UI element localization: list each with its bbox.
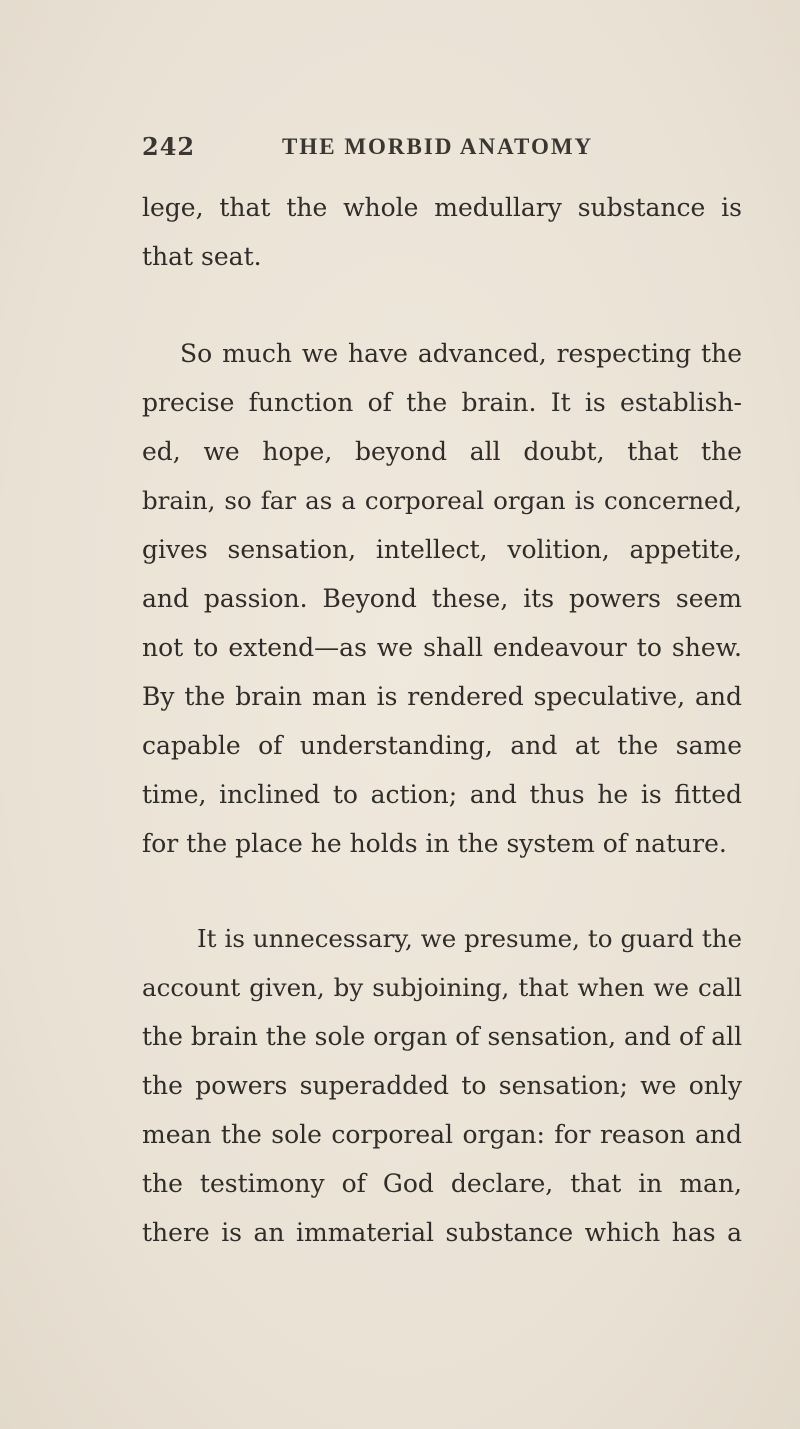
text-line: By the brain man is rendered speculative, and xyxy=(142,682,742,711)
text-line: It is unnecessary, we presume, to guard the xyxy=(197,924,742,953)
text-line: that seat. xyxy=(142,242,262,271)
text-line: gives sensation, intellect, volition, appetite, xyxy=(142,535,742,564)
text-line: the testimony of God declare, that in man, xyxy=(142,1169,742,1198)
page-header xyxy=(142,132,742,162)
text-line: lege, that the whole medullary substance is xyxy=(142,193,742,222)
text-line: account given, by subjoining, that when we call xyxy=(142,973,742,1002)
text-line: brain, so far as a corporeal organ is concerned, xyxy=(142,486,742,515)
text-line: the powers superadded to sensation; we only xyxy=(142,1071,742,1100)
text-line: mean the sole corporeal organ: for reason and xyxy=(142,1120,742,1149)
text-line: not to extend—as we shall endeavour to shew. xyxy=(142,633,742,662)
running-head: THE MORBID ANATOMY xyxy=(282,134,594,159)
paragraph-1 xyxy=(142,183,742,281)
paragraph-3 xyxy=(142,914,742,1257)
text-line: for the place he holds in the system of nature. xyxy=(142,829,727,858)
text-line: time, inclined to action; and thus he is fitted xyxy=(142,780,742,809)
text-line: the brain the sole organ of sensation, and of all xyxy=(142,1022,742,1051)
page-number: 242 xyxy=(142,132,196,161)
paragraph-2 xyxy=(142,329,742,868)
text-line: and passion. Beyond these, its powers seem xyxy=(142,584,742,613)
text-line: capable of understanding, and at the same xyxy=(142,731,742,760)
text-line: ed, we hope, beyond all doubt, that the xyxy=(142,437,742,466)
text-line: So much we have advanced, respecting the xyxy=(180,339,742,368)
text-line: precise function of the brain. It is establish- xyxy=(142,388,742,417)
text-line: there is an immaterial substance which has a xyxy=(142,1218,742,1247)
